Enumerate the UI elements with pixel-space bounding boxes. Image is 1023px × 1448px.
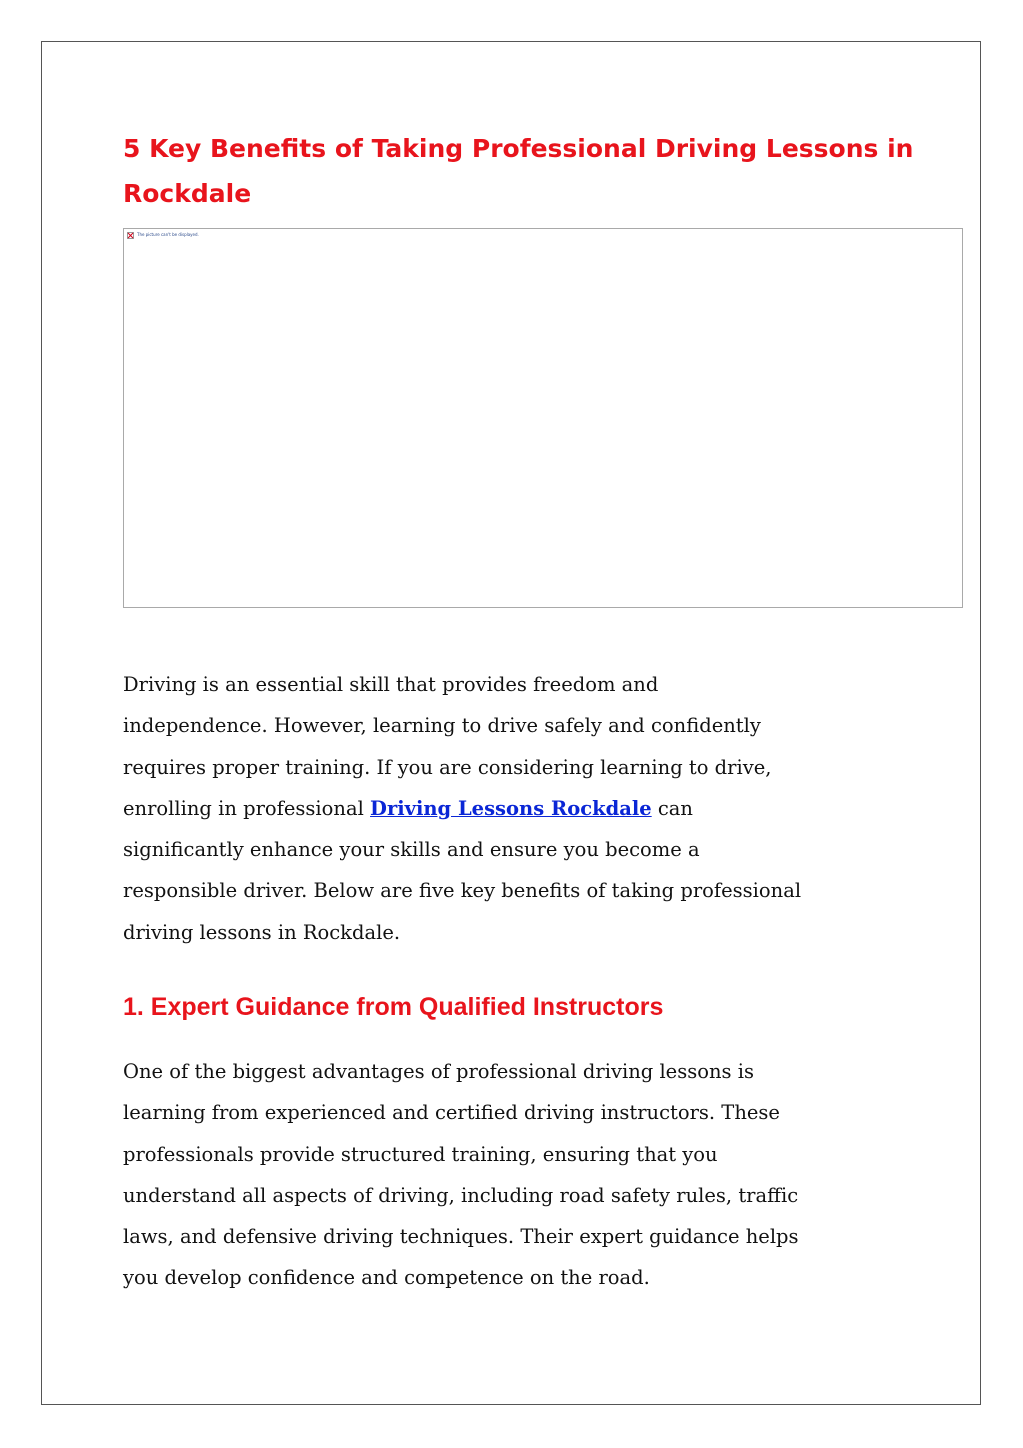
image-alt-text: The picture can't be displayed.: [137, 232, 199, 237]
section-1-line: you develop confidence and competence on the road.: [123, 1266, 650, 1290]
intro-line: significantly enhance your skills and ensure you become a: [123, 838, 700, 862]
section-1-line: laws, and defensive driving techniques. Their expert guidance helps: [123, 1225, 799, 1249]
section-1-line: One of the biggest advantages of professional driving lessons is: [123, 1060, 754, 1083]
intro-paragraph: [123, 664, 923, 953]
section-1-line: professionals provide structured training, ensuring that you: [123, 1142, 718, 1166]
image-placeholder: [123, 228, 963, 608]
section-1-paragraph: [123, 1051, 923, 1299]
intro-line: Driving is an essential skill that provides freedom and: [123, 673, 659, 696]
intro-line: driving lessons in Rockdale.: [123, 920, 401, 944]
document-title: 5 Key Benefits of Taking Professional Driving Lessons in Rockdale: [123, 134, 914, 208]
section-1-heading: 1. Expert Guidance from Qualified Instructors: [123, 993, 664, 1021]
section-1-line: understand all aspects of driving, including road safety rules, traffic: [123, 1183, 799, 1207]
driving-lessons-rockdale-link[interactable]: Driving Lessons Rockdale: [370, 796, 652, 820]
broken-image-icon: [127, 232, 134, 239]
intro-line: independence. However, learning to drive safely and confidently: [123, 714, 761, 738]
section-1-line: learning from experienced and certified driving instructors. These: [123, 1101, 780, 1125]
intro-line: responsible driver. Below are five key benefits of taking professional: [123, 879, 802, 903]
intro-line: requires proper training. If you are considering learning to drive,: [123, 755, 772, 779]
intro-line: enrolling in professional: [123, 796, 371, 820]
intro-line: can: [651, 796, 693, 820]
